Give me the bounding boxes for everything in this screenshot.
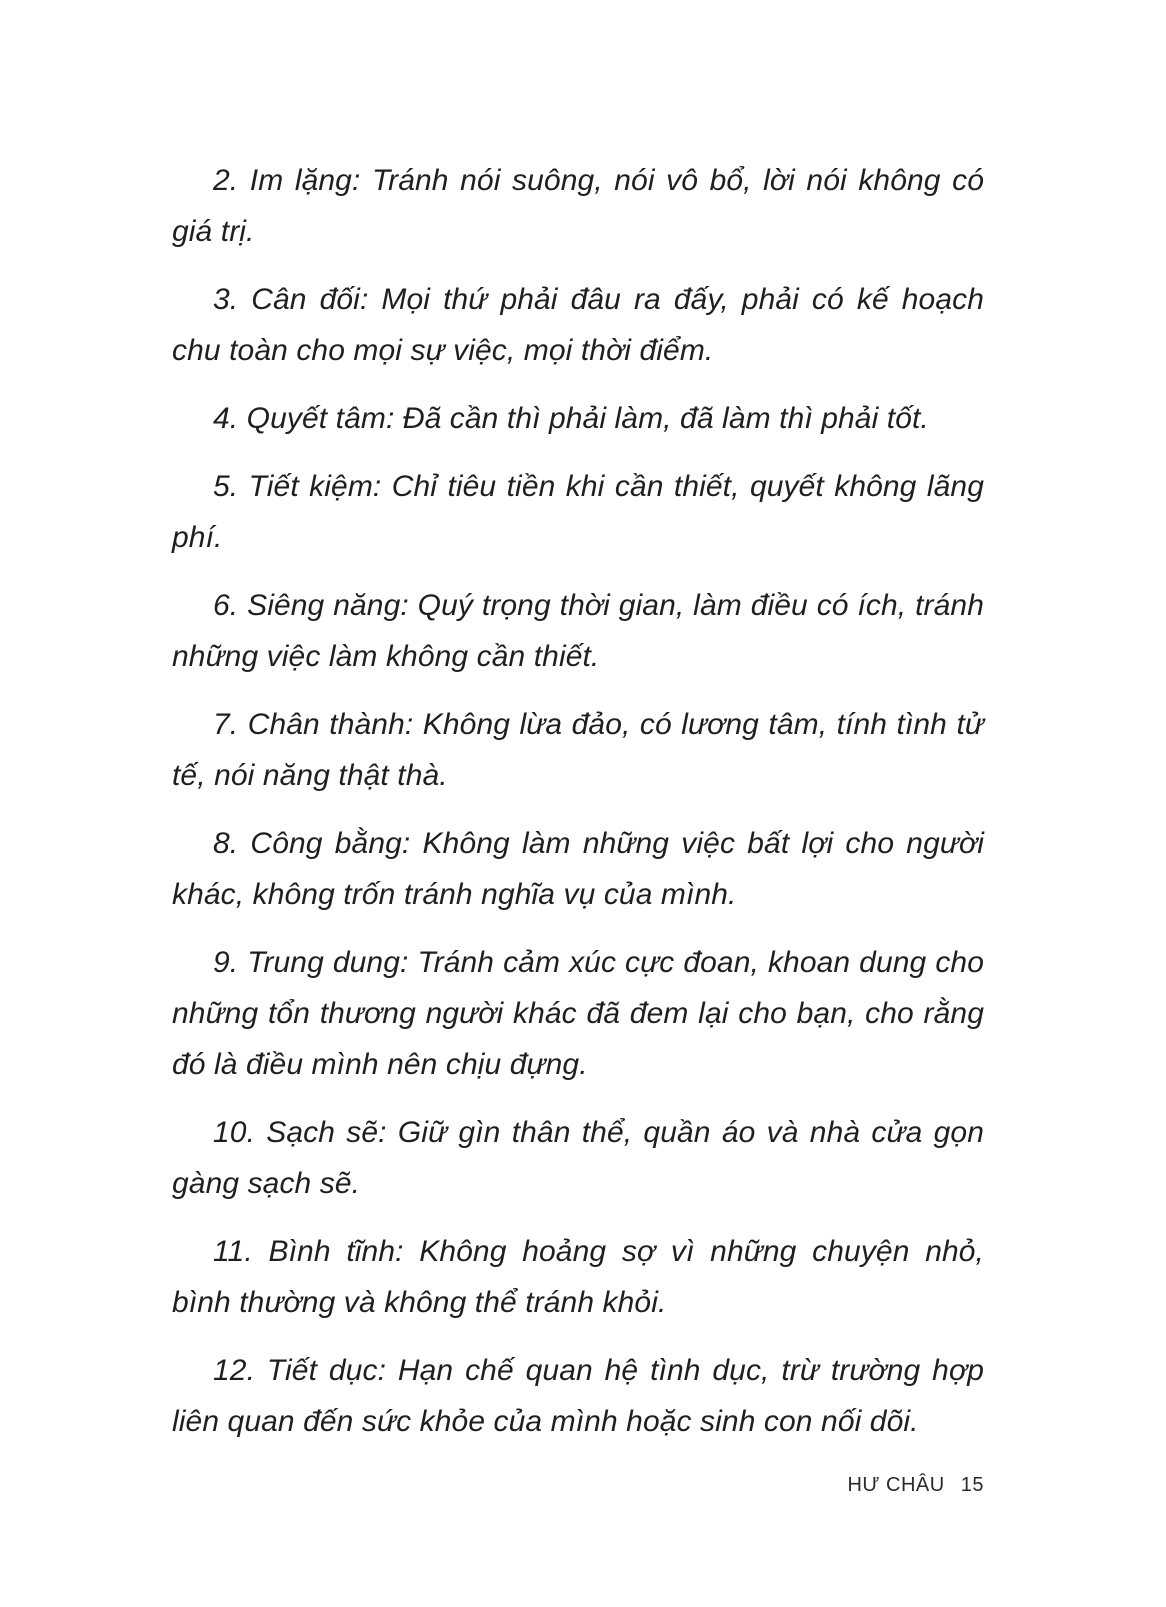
paragraph-rule-11: 11. Bình tĩnh: Không hoảng sợ vì những chuyện nhỏ, bình thường và không thể tránh khỏi. <box>172 1235 984 1319</box>
paragraph-rule-8: 8. Công bằng: Không làm những việc bất lợi cho người khác, không trốn tránh nghĩa vụ của mình. <box>172 827 984 911</box>
page-footer <box>847 1474 984 1497</box>
footer-author: HƯ CHÂU <box>847 1474 945 1496</box>
paragraph-rule-3: 3. Cân đối: Mọi thứ phải đâu ra đấy, phải có kế hoạch chu toàn cho mọi sự việc, mọi thời điểm. <box>172 283 984 367</box>
paragraph-rule-4: 4. Quyết tâm: Đã cần thì phải làm, đã làm thì phải tốt. <box>213 402 929 435</box>
page-number: 15 <box>960 1474 984 1496</box>
paragraph-rule-7: 7. Chân thành: Không lừa đảo, có lương tâm, tính tình tử tế, nói năng thật thà. <box>172 708 984 792</box>
paragraph-rule-12: 12. Tiết dục: Hạn chế quan hệ tình dục, trừ trường hợp liên quan đến sức khỏe của mình hoặc sinh con nối dõi. <box>172 1354 984 1438</box>
page-body <box>172 155 984 1464</box>
paragraph-rule-2: 2. Im lặng: Tránh nói suông, nói vô bổ, lời nói không có giá trị. <box>172 164 984 248</box>
paragraph-rule-10: 10. Sạch sẽ: Giữ gìn thân thể, quần áo và nhà cửa gọn gàng sạch sẽ. <box>172 1116 984 1200</box>
paragraph-rule-5: 5. Tiết kiệm: Chỉ tiêu tiền khi cần thiết, quyết không lãng phí. <box>172 470 984 554</box>
paragraph-rule-6: 6. Siêng năng: Quý trọng thời gian, làm điều có ích, tránh những việc làm không cần thiết. <box>172 589 984 673</box>
paragraph-rule-9: 9. Trung dung: Tránh cảm xúc cực đoan, khoan dung cho những tổn thương người khác đã đem lại cho bạn, cho rằng đó là điều mình nên chịu đựng. <box>172 946 984 1081</box>
